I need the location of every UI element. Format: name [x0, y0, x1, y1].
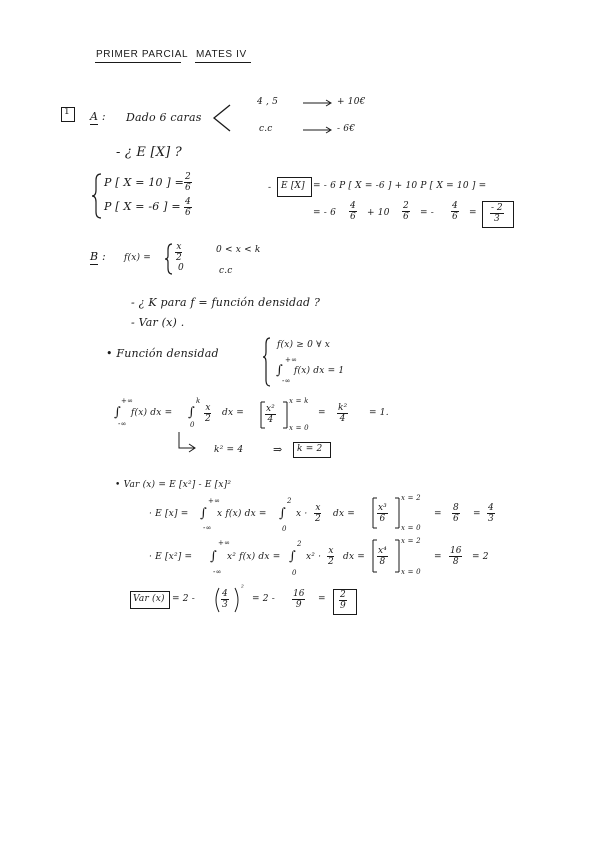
piecewise-brace	[165, 244, 172, 274]
ex-line1: = - 6 P [ X = -6 ] + 10 P [ X = 10 ] =	[313, 181, 487, 191]
prob2-lhs: P [ X = -6 ] =	[104, 200, 181, 213]
var-paren-frac: $\frac{4}{3}$	[222, 589, 228, 610]
conditions-brace	[263, 338, 270, 386]
part-b-underline	[90, 264, 98, 265]
ex-line2-frac1: $\frac{4}{6}$	[350, 201, 356, 222]
bracket-right	[395, 498, 399, 528]
ex2-integrand2-b: dx =	[343, 552, 366, 562]
bracket-upper: x = 2	[401, 494, 421, 502]
bracket-upper: x = k	[289, 397, 309, 405]
var-label: Var (x)	[133, 594, 165, 604]
ex2-eq2: = 2	[472, 552, 489, 562]
integral-upper: +∞	[218, 539, 231, 547]
problem-number: 1	[64, 107, 70, 117]
integral-lower: -∞	[118, 420, 127, 428]
integral-lower: -∞	[282, 377, 291, 385]
k-equation: k² = 4	[214, 445, 244, 455]
integral-sign: ∫	[188, 405, 195, 420]
ex-line2-c: = -	[420, 208, 435, 218]
int-dx: dx =	[222, 408, 245, 418]
ex-result1: $\frac{8}{6}$	[453, 503, 459, 524]
ex-integrand2-a: x ·	[296, 509, 308, 519]
case2-result: - 6€	[337, 124, 356, 134]
bracket-upper: x = 2	[401, 537, 421, 545]
integral-upper: k	[196, 397, 201, 405]
ex2-integrand: x² f(x) dx =	[227, 552, 281, 562]
ex-line2-a: = - 6	[313, 208, 337, 218]
bracket-lower: x = 0	[289, 424, 309, 432]
exam-title: PRIMER PARCIAL	[96, 49, 189, 60]
bracket-right	[283, 402, 287, 428]
int-antiderivative: $\frac{\text{x²}}{4}$	[266, 404, 275, 425]
integral-sign: ∫	[289, 549, 296, 564]
arrow-icon	[303, 127, 331, 133]
int-fx-dx: f(x) dx =	[131, 408, 173, 418]
int-eq: =	[318, 408, 326, 418]
ex-eq1: =	[434, 509, 442, 519]
title-underline	[95, 62, 181, 63]
int-integrand: $\frac{x}{2}$	[205, 403, 211, 424]
prob1-lhs: P [ X = 10 ] =	[104, 176, 185, 189]
prob2-fraction: $\frac{4}{6}$	[185, 197, 191, 218]
ex-result: $\frac{- 2}{3}$	[491, 203, 503, 224]
var-frac: $\frac{16}{9}$	[293, 589, 305, 610]
fx-def: f(x) =	[124, 253, 152, 263]
ex-line2-frac3: $\frac{4}{6}$	[452, 201, 458, 222]
var-definition: • Var (x) = E [x²] - E [x]²	[115, 480, 232, 490]
case1-label: 4 , 5	[257, 97, 279, 107]
question-k: - ¿ K para f = función densidad ?	[131, 296, 321, 309]
fx-case1: $\frac{x}{2}$	[176, 242, 182, 263]
ex-label: E [X]	[281, 181, 305, 191]
fx-case2: 0	[178, 263, 184, 273]
system-brace	[92, 174, 101, 218]
subject-underline	[195, 62, 251, 63]
ex2-integrand2-frac: $\frac{x}{2}$	[328, 546, 334, 567]
bracket-right	[395, 540, 399, 572]
density-cond2: f(x) dx = 1	[294, 366, 345, 376]
var-square: ²	[241, 584, 245, 592]
ex-line2-b: + 10	[367, 208, 390, 218]
case-split-bracket	[214, 105, 230, 131]
integral-upper: +∞	[121, 397, 134, 405]
integral-lower: -∞	[203, 524, 212, 532]
integral-lower: 0	[190, 421, 195, 429]
integral-sign: ∫	[200, 506, 207, 521]
integral-sign: ∫	[114, 405, 121, 420]
ex-line2-d: =	[469, 208, 477, 218]
ex2-integrand2-a: x² ·	[306, 552, 322, 562]
part-a-statement: Dado 6 caras	[126, 111, 202, 124]
integral-sign: ∫	[276, 363, 283, 378]
ex-integrand2-b: dx =	[333, 509, 356, 519]
density-label: • Función densidad	[106, 347, 219, 360]
part-a-underline	[90, 124, 98, 125]
integral-upper: 2	[287, 497, 292, 505]
k-result: k = 2	[297, 444, 323, 454]
arrow-icon	[303, 100, 331, 106]
integral-lower: 0	[292, 569, 297, 577]
ex-eq2: =	[473, 509, 481, 519]
implies-icon: ⇒	[273, 443, 283, 456]
integral-sign: ∫	[279, 506, 286, 521]
question-var: - Var (x) .	[131, 316, 185, 329]
integral-lower: -∞	[213, 568, 222, 576]
question-ex: - ¿ E [X] ?	[116, 145, 182, 160]
var-eq2: = 2 -	[252, 594, 276, 604]
fx-case2-cond: c.c	[219, 266, 233, 276]
bracket-lower: x = 0	[401, 568, 421, 576]
dash-mark: -	[268, 183, 272, 193]
var-eq: = 2 -	[172, 594, 196, 604]
integral-upper: 2	[297, 540, 302, 548]
ex-antiderivative: $\frac{\text{x³}}{6}$	[378, 503, 387, 524]
integral-sign: ∫	[210, 549, 217, 564]
part-a-label: A :	[90, 110, 106, 123]
int-result: $\frac{\text{k²}}{4}$	[338, 403, 348, 424]
ex-lhs: · E [x] =	[149, 509, 189, 519]
bracket-lower: x = 0	[401, 524, 421, 532]
density-cond1: f(x) ≥ 0 ∀ x	[277, 340, 331, 350]
integral-lower: 0	[282, 525, 287, 533]
part-b-label: B :	[90, 250, 106, 263]
integral-upper: +∞	[208, 497, 221, 505]
implies-arrow-icon	[179, 432, 195, 452]
prob1-fraction: $\frac{2}{6}$	[185, 172, 191, 193]
paren-left	[216, 588, 219, 612]
ex-result2: $\frac{4}{3}$	[488, 503, 494, 524]
int-eq-one: = 1.	[369, 408, 389, 418]
var-result: $\frac{2}{9}$	[340, 590, 346, 611]
var-eq3: =	[318, 594, 326, 604]
paren-right	[235, 588, 238, 612]
ex2-eq1: =	[434, 552, 442, 562]
ex2-lhs: · E [x²] =	[149, 552, 193, 562]
exam-subject: MATES IV	[196, 49, 247, 60]
integral-upper: +∞	[285, 356, 298, 364]
ex-integrand2-frac: $\frac{x}{2}$	[315, 503, 321, 524]
ex2-antiderivative: $\frac{\text{x⁴}}{8}$	[378, 546, 387, 567]
ex-integrand: x f(x) dx =	[217, 509, 267, 519]
case1-result: + 10€	[337, 97, 366, 107]
case2-label: c.c	[259, 124, 273, 134]
ex-line2-frac2: $\frac{2}{6}$	[403, 201, 409, 222]
fx-case1-cond: 0 < x < k	[216, 245, 261, 255]
ex2-result1: $\frac{16}{8}$	[450, 546, 462, 567]
